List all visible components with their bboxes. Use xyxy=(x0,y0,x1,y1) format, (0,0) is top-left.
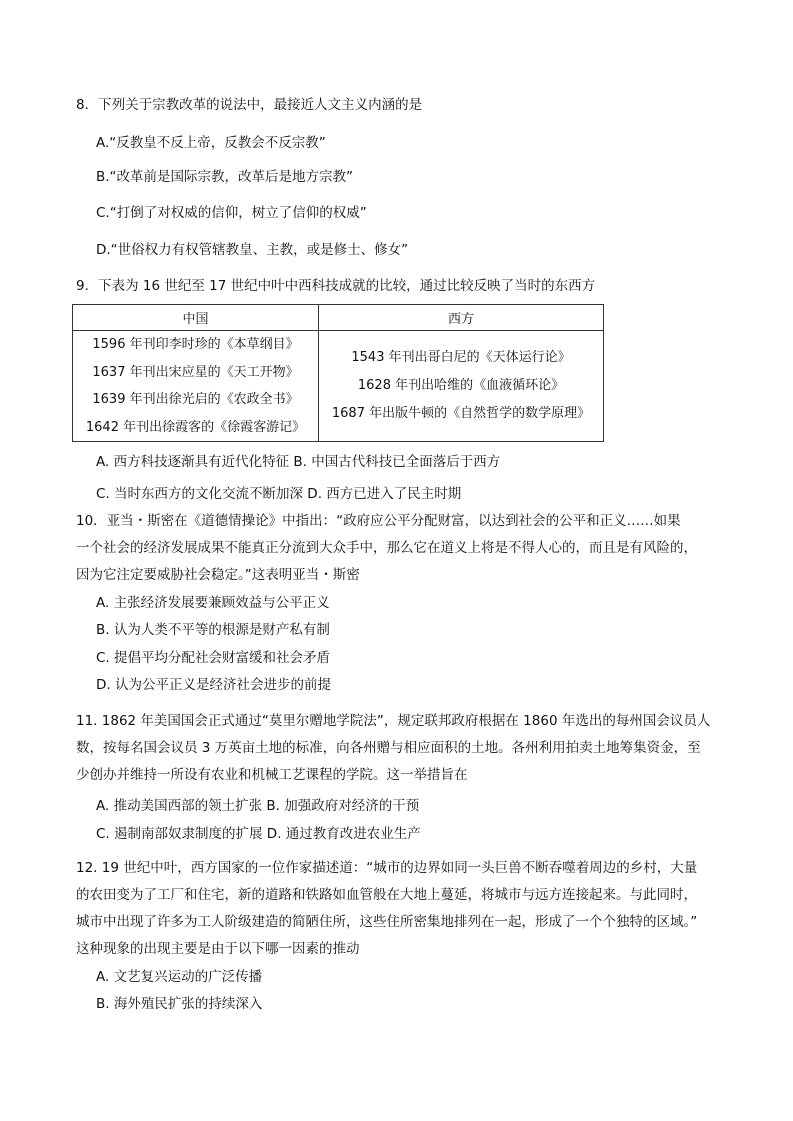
west-column xyxy=(319,331,604,442)
table-header-china: 中国 xyxy=(73,305,319,331)
q11-stem-line-2: 数，按每名国会议员 3 万英亩土地的标准，向各州赠与相应面积的土地。各州利用拍卖土地筹集资金，至 xyxy=(76,740,701,756)
q8-option-a: A.“反教皇不反上帝，反教会不反宗教” xyxy=(96,135,326,151)
q11-options-ab: A. 推动美国西部的领土扩张 B. 加强政府对经济的干预 xyxy=(96,798,420,814)
table-cell: 1596 年刊印李时珍的《本草纲目》 xyxy=(92,337,299,352)
table-cell: 1628 年刊出哈维的《血液循环论》 xyxy=(357,378,565,393)
q11-options-cd: C. 遏制南部奴隶制度的扩展 D. 通过教育改进农业生产 xyxy=(96,826,421,842)
q12-stem-line-3: 城市中出现了许多为工人阶级建造的简陋住所，这些住所密集地排列在一起，形成了一个个独特的区域。” xyxy=(76,914,698,930)
table-cell: 1642 年刊出徐霞客的《徐霞客游记》 xyxy=(85,419,306,435)
q11-stem-line-1: 11. 1862 年美国国会正式通过“莫里尔赠地学院法”，规定联邦政府根据在 1860 年选出的每州国会议员人 xyxy=(76,713,711,729)
q9-stem: 9．下表为 16 世纪至 17 世纪中叶中西科技成就的比较，通过比较反映了当时的东西方 xyxy=(76,278,596,294)
q11-stem-line-3: 少创办并维持一所设有农业和机械工艺课程的学院。这一举措旨在 xyxy=(76,767,468,783)
table-cell: 1543 年刊出哥白尼的《天体运行论》 xyxy=(351,350,571,365)
q8-option-d: D.“世俗权力有权管辖教皇、主教，或是修士、修女” xyxy=(96,242,409,258)
q10-option-b: B. 认为人类不平等的根源是财产私有制 xyxy=(96,622,330,638)
q12-stem-line-2: 的农田变为了工厂和住宅，新的道路和铁路如血管般在大地上蔓延，将城市与远方连接起来。与此同时， xyxy=(76,887,697,903)
q8-option-b: B.“改革前是国际宗教，改革后是地方宗教” xyxy=(96,169,354,185)
table-cell: 1639 年刊出徐光启的《农政全书》 xyxy=(92,392,299,407)
table-cell: 1687 年出版牛顿的《自然哲学的数学原理》 xyxy=(331,406,591,421)
q12-stem-line-1: 12. 19 世纪中叶，西方国家的一位作家描述道：“城市的边界如同一头巨兽不断吞噬着周边的乡村，大量 xyxy=(76,860,698,876)
q10-option-a: A. 主张经济发展要兼顾效益与公平正义 xyxy=(96,595,330,611)
q12-option-a: A. 文艺复兴运动的广泛传播 xyxy=(96,969,263,985)
table-header-west: 西方 xyxy=(319,305,604,331)
q10-stem-line-3: 因为它注定要威胁社会稳定。”这表明亚当・斯密 xyxy=(76,567,360,583)
q8-option-c: C.“打倒了对权威的信仰，树立了信仰的权威” xyxy=(96,205,367,221)
q10-option-c: C. 提倡平均分配社会财富缓和社会矛盾 xyxy=(96,650,331,666)
q9-options-cd: C. 当时东西方的文化交流不断加深 D. 西方已进入了民主时期 xyxy=(96,486,462,502)
q10-option-d: D. 认为公平正义是经济社会进步的前提 xyxy=(96,677,331,693)
q8-stem: 8．下列关于宗教改革的说法中，最接近人文主义内涵的是 xyxy=(76,97,423,113)
china-column xyxy=(73,331,319,442)
q12-option-b: B. 海外殖民扩张的持续深入 xyxy=(96,996,263,1012)
q10-stem-line-1: 10．亚当・斯密在《道德情操论》中指出：“政府应公平分配财富，以达到社会的公平和正义……如果 xyxy=(76,513,681,529)
comparison-table xyxy=(72,304,604,442)
q10-stem-line-2: 一个社会的经济发展成果不能真正分流到大众手中，那么它在道义上将是不得人心的，而且是有风险的， xyxy=(76,540,697,556)
table-cell: 1637 年刊出宋应星的《天工开物》 xyxy=(92,364,299,380)
q12-stem-line-4: 这种现象的出现主要是由于以下哪一因素的推动 xyxy=(76,941,360,957)
q9-options-ab: A. 西方科技逐渐具有近代化特征 B. 中国古代科技已全面落后于西方 xyxy=(96,454,501,470)
